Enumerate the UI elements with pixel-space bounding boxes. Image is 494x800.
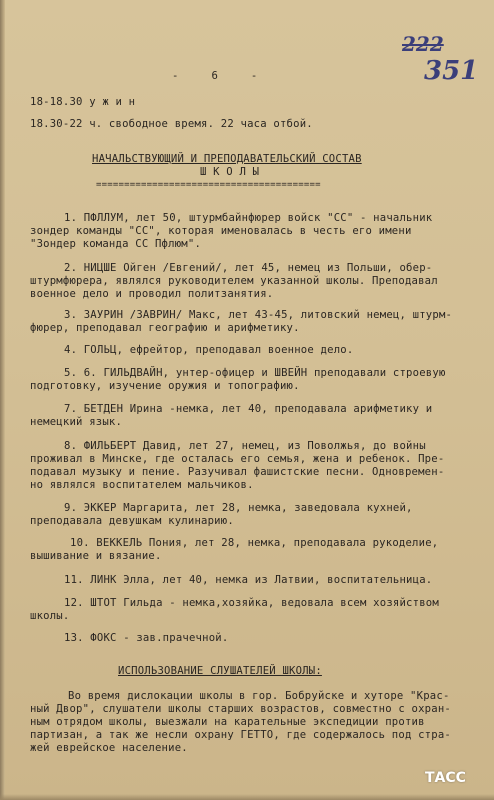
staff-line: 3. ЗАУРИН /ЗАВРИН/ Макс, лет 43-45, литовский немец, штурм- — [64, 309, 453, 321]
handwritten-page-number: 351 — [424, 56, 479, 86]
section-rule: ======================================== — [96, 180, 321, 190]
paragraph-line: Во время дислокации школы в гор. Бобруйске и хуторе "Крас- — [68, 690, 450, 702]
staff-line: 9. ЭККЕР Маргарита, лет 28, немка, заведовала кухней, — [64, 502, 413, 514]
paragraph-line: ным отрядом школы, выезжали на карательные экспедиции против — [30, 716, 425, 728]
staff-line: немецкий язык. — [30, 416, 123, 428]
staff-line: 11. ЛИНК Элла, лет 40, немка из Латвии, воспитательница. — [64, 574, 433, 586]
schedule-line: 18.30-22 ч. свободное время. 22 часа отбой. — [30, 118, 313, 130]
staff-line: "Зондер команда СС Пфлюм". — [30, 238, 202, 250]
staff-line: 4. ГОЛЬЦ, ефрейтор, преподавал военное дело. — [64, 344, 354, 356]
page-edge-shadow — [0, 0, 5, 800]
staff-line: 5. 6. ГИЛЬДВАЙН, унтер-офицер и ШВЕЙН преподавали строевую — [64, 367, 446, 379]
staff-line: подготовку, изучение оружия и топографию. — [30, 380, 300, 392]
staff-line: фюрер, преподавал географию и арифметику. — [30, 322, 300, 334]
staff-line: школы. — [30, 610, 70, 622]
paragraph-line: ный Двор", слушатели школы старших возрастов, совместно с охран- — [30, 703, 451, 715]
section-title: НАЧАЛЬСТВУЮЩИЙ И ПРЕПОДАВАТЕЛЬСКИЙ СОСТАВ — [92, 153, 362, 165]
paragraph-line: жей еврейское население. — [30, 742, 188, 754]
staff-line: 1. ПФЛЛУМ, лет 50, штурмбайнфюрер войск "СС" - начальник — [64, 212, 433, 224]
staff-line: 7. БЕТДЕН Ирина -немка, лет 40, преподавала арифметику и — [64, 403, 433, 415]
paragraph-line: партизан, а так же несли охрану ГЕТТО, где содержалось под стра- — [30, 729, 451, 741]
section-title: ИСПОЛЬЗОВАНИЕ СЛУШАТЕЛЕЙ ШКОЛЫ: — [118, 665, 322, 677]
staff-line: но являлся воспитателем мальчиков. — [30, 479, 254, 491]
section-subtitle: Ш К О Л Ы — [200, 166, 260, 178]
staff-line: 2. НИЦШЕ Ойген /Евгений/, лет 45, немец из Польши, обер- — [64, 262, 433, 274]
staff-line: преподавала девушкам кулинарию. — [30, 515, 234, 527]
page-bottom-shadow — [0, 794, 494, 800]
staff-line: проживал в Минске, где осталась его семья, жена и ребенок. Пре- — [30, 453, 445, 465]
staff-line: 8. ФИЛЬБЕРТ Давид, лет 27, немец, из Поволжья, до войны — [64, 440, 426, 452]
tass-watermark: ТАСС — [425, 770, 466, 786]
staff-line: 12. ШТОТ Гильда - немка,хозяйка, ведовала всем хозяйством — [64, 597, 439, 609]
staff-line: 13. ФОКС - зав.прачечной. — [64, 632, 229, 644]
schedule-line: 18-18.30 у ж и н — [30, 96, 136, 108]
staff-line: подавал музыку и пение. Разучивал фашистские песни. Одновремен- — [30, 466, 445, 478]
staff-line: вышивание и вязание. — [30, 550, 162, 562]
staff-line: зондер команды "СС", которая именовалась в честь его имени — [30, 225, 412, 237]
staff-line: 10. ВЕККЕЛЬ Пония, лет 28, немка, преподавала рукоделие, — [70, 537, 439, 549]
handwritten-old-page-number: 222 — [402, 32, 444, 56]
page-number: - 6 - — [172, 70, 258, 82]
staff-line: военное дело и проводил политзанятия. — [30, 288, 274, 300]
staff-line: штурмфюрера, являлся руководителем указанной школы. Преподавал — [30, 275, 438, 287]
